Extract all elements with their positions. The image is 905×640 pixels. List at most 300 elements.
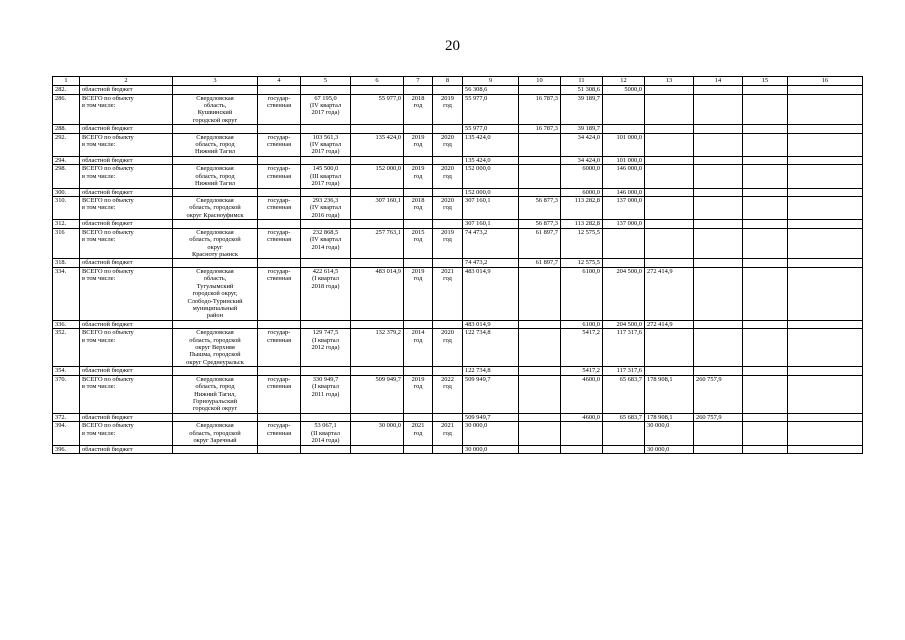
empty-cell <box>743 94 788 125</box>
funding-value: 509 949,7 <box>463 413 519 422</box>
object-total-row <box>53 329 863 367</box>
empty-cell <box>788 220 863 229</box>
empty-cell <box>258 413 301 422</box>
object-total-row <box>53 228 863 259</box>
empty-cell <box>173 259 258 268</box>
regional-budget-row <box>53 125 863 134</box>
funding-value <box>645 94 694 125</box>
funding-value <box>645 125 694 134</box>
empty-cell <box>433 220 463 229</box>
funding-value <box>694 197 743 220</box>
empty-cell <box>351 413 404 422</box>
row-number: 318. <box>53 259 80 268</box>
empty-cell <box>404 320 433 329</box>
empty-cell <box>433 413 463 422</box>
empty-cell <box>301 188 351 197</box>
object-total-row <box>53 197 863 220</box>
funding-value <box>694 94 743 125</box>
empty-cell <box>743 86 788 95</box>
empty-cell <box>173 367 258 376</box>
column-number: 14 <box>694 77 743 86</box>
row-number: 298. <box>53 165 80 188</box>
funding-value: 39 189,7 <box>561 94 603 125</box>
funding-value: 30 000,0 <box>463 422 519 445</box>
estimated-cost: 152 000,0 <box>351 165 404 188</box>
funding-value <box>519 445 561 454</box>
row-label: областной бюджет <box>80 188 173 197</box>
empty-cell <box>788 267 863 320</box>
row-label: ВСЕГО по объекту в том числе: <box>80 94 173 125</box>
empty-cell <box>404 445 433 454</box>
object-total-row <box>53 94 863 125</box>
funding-value: 56 877,3 <box>519 197 561 220</box>
end-year: 2020 год <box>433 165 463 188</box>
funding-value <box>645 188 694 197</box>
row-number: 282. <box>53 86 80 95</box>
empty-cell <box>351 188 404 197</box>
ownership-form: государ- ственная <box>258 228 301 259</box>
row-number: 316 <box>53 228 80 259</box>
end-year: 2020 год <box>433 329 463 367</box>
empty-cell <box>743 267 788 320</box>
row-number: 288. <box>53 125 80 134</box>
empty-cell <box>743 165 788 188</box>
row-label: ВСЕГО по объекту в том числе: <box>80 165 173 188</box>
regional-budget-row <box>53 188 863 197</box>
empty-cell <box>743 375 788 413</box>
empty-cell <box>301 413 351 422</box>
empty-cell <box>433 86 463 95</box>
design-capacity: 293 236,3 (IV квартал 2016 года) <box>301 197 351 220</box>
start-year: 2019 год <box>404 267 433 320</box>
empty-cell <box>301 156 351 165</box>
funding-value: 65 683,7 <box>603 413 645 422</box>
empty-cell <box>788 422 863 445</box>
row-label: областной бюджет <box>80 445 173 454</box>
funding-value: 56 308,6 <box>463 86 519 95</box>
funding-value: 55 977,0 <box>463 125 519 134</box>
row-label: областной бюджет <box>80 220 173 229</box>
row-label: областной бюджет <box>80 259 173 268</box>
row-label: ВСЕГО по объекту в том числе: <box>80 133 173 156</box>
funding-value <box>694 267 743 320</box>
funding-value: 5000,0 <box>603 86 645 95</box>
object-location: Свердловская область, городской округ Красноуфимск <box>173 197 258 220</box>
funding-value <box>519 422 561 445</box>
empty-cell <box>173 156 258 165</box>
empty-cell <box>788 94 863 125</box>
empty-cell <box>404 125 433 134</box>
funding-value <box>694 133 743 156</box>
funding-value: 5417,2 <box>561 367 603 376</box>
funding-value: 122 734,8 <box>463 329 519 367</box>
object-location: Свердловская область, Кушвинский городской округ <box>173 94 258 125</box>
empty-cell <box>743 259 788 268</box>
end-year: 2021 год <box>433 422 463 445</box>
column-number: 5 <box>301 77 351 86</box>
empty-cell <box>788 197 863 220</box>
funding-value <box>694 86 743 95</box>
row-label: областной бюджет <box>80 320 173 329</box>
funding-value <box>603 125 645 134</box>
start-year: 2019 год <box>404 375 433 413</box>
empty-cell <box>258 259 301 268</box>
row-number: 354. <box>53 367 80 376</box>
funding-value <box>694 329 743 367</box>
funding-value: 34 424,0 <box>561 133 603 156</box>
empty-cell <box>351 259 404 268</box>
funding-value: 113 282,8 <box>561 220 603 229</box>
empty-cell <box>258 125 301 134</box>
funding-value <box>694 156 743 165</box>
design-capacity: 67 195,0 (IV квартал 2017 года) <box>301 94 351 125</box>
column-number: 15 <box>743 77 788 86</box>
empty-cell <box>173 320 258 329</box>
row-number: 370. <box>53 375 80 413</box>
row-label: областной бюджет <box>80 367 173 376</box>
column-number: 7 <box>404 77 433 86</box>
empty-cell <box>173 413 258 422</box>
start-year: 2021 год <box>404 422 433 445</box>
funding-value <box>603 422 645 445</box>
ownership-form: государ- ственная <box>258 422 301 445</box>
empty-cell <box>351 220 404 229</box>
start-year: 2019 год <box>404 133 433 156</box>
empty-cell <box>788 228 863 259</box>
empty-cell <box>788 413 863 422</box>
design-capacity: 145 500,0 (III квартал 2017 года) <box>301 165 351 188</box>
empty-cell <box>301 445 351 454</box>
funding-value: 152 000,0 <box>463 165 519 188</box>
empty-cell <box>433 445 463 454</box>
funding-value: 135 424,0 <box>463 133 519 156</box>
funding-value <box>694 445 743 454</box>
empty-cell <box>743 220 788 229</box>
object-location: Свердловская область, Тугулымский городской округ, Слободо-Туринский муниципальный район <box>173 267 258 320</box>
end-year: 2019 год <box>433 94 463 125</box>
empty-cell <box>173 125 258 134</box>
empty-cell <box>258 320 301 329</box>
column-number-row <box>53 77 863 86</box>
funding-value <box>519 375 561 413</box>
funding-value: 74 473,2 <box>463 259 519 268</box>
regional-budget-row <box>53 259 863 268</box>
empty-cell <box>173 445 258 454</box>
row-number: 352. <box>53 329 80 367</box>
object-location: Свердловская область, городской округ Верхняя Пышма, городской округ Среднеуральск <box>173 329 258 367</box>
empty-cell <box>433 156 463 165</box>
ownership-form: государ- ственная <box>258 197 301 220</box>
funding-value: 260 757,9 <box>694 375 743 413</box>
empty-cell <box>433 188 463 197</box>
object-location: Свердловская область, городской округ Красноту рьинск <box>173 228 258 259</box>
budget-table <box>52 76 863 454</box>
row-number: 294. <box>53 156 80 165</box>
column-number: 10 <box>519 77 561 86</box>
funding-value <box>694 228 743 259</box>
empty-cell <box>258 445 301 454</box>
empty-cell <box>258 156 301 165</box>
funding-value: 272 414,9 <box>645 267 694 320</box>
funding-value <box>645 259 694 268</box>
funding-value <box>519 188 561 197</box>
funding-value: 204 500,0 <box>603 267 645 320</box>
column-number: 3 <box>173 77 258 86</box>
row-label: областной бюджет <box>80 156 173 165</box>
funding-value: 12 575,5 <box>561 259 603 268</box>
funding-value: 55 977,0 <box>463 94 519 125</box>
row-number: 286. <box>53 94 80 125</box>
funding-value <box>694 188 743 197</box>
column-number: 1 <box>53 77 80 86</box>
estimated-cost: 509 949,7 <box>351 375 404 413</box>
funding-value: 101 000,0 <box>603 156 645 165</box>
empty-cell <box>258 188 301 197</box>
empty-cell <box>301 367 351 376</box>
object-total-row <box>53 422 863 445</box>
ownership-form: государ- ственная <box>258 329 301 367</box>
empty-cell <box>743 413 788 422</box>
page-number: 20 <box>445 38 460 54</box>
empty-cell <box>788 329 863 367</box>
empty-cell <box>301 125 351 134</box>
regional-budget-row <box>53 320 863 329</box>
object-location: Свердловская область, город Нижний Тагил, Горноуральский городской округ <box>173 375 258 413</box>
row-number: 300. <box>53 188 80 197</box>
empty-cell <box>788 86 863 95</box>
row-label: ВСЕГО по объекту в том числе: <box>80 422 173 445</box>
empty-cell <box>743 197 788 220</box>
empty-cell <box>743 422 788 445</box>
funding-value: 101 000,0 <box>603 133 645 156</box>
funding-value: 16 787,3 <box>519 94 561 125</box>
empty-cell <box>404 156 433 165</box>
empty-cell <box>788 165 863 188</box>
funding-value: 483 014,9 <box>463 320 519 329</box>
estimated-cost: 55 977,0 <box>351 94 404 125</box>
column-number: 9 <box>463 77 519 86</box>
funding-value: 51 308,6 <box>561 86 603 95</box>
funding-value: 6000,0 <box>561 188 603 197</box>
column-number: 4 <box>258 77 301 86</box>
funding-value <box>561 445 603 454</box>
row-label: областной бюджет <box>80 413 173 422</box>
empty-cell <box>433 320 463 329</box>
regional-budget-row <box>53 367 863 376</box>
funding-value: 137 000,0 <box>603 220 645 229</box>
empty-cell <box>788 125 863 134</box>
ownership-form: государ- ственная <box>258 267 301 320</box>
empty-cell <box>743 188 788 197</box>
funding-value: 56 877,3 <box>519 220 561 229</box>
row-number: 394. <box>53 422 80 445</box>
empty-cell <box>301 320 351 329</box>
empty-cell <box>433 367 463 376</box>
funding-value: 6100,0 <box>561 267 603 320</box>
funding-value <box>694 165 743 188</box>
empty-cell <box>788 133 863 156</box>
funding-value <box>694 320 743 329</box>
row-label: ВСЕГО по объекту в том числе: <box>80 267 173 320</box>
empty-cell <box>743 125 788 134</box>
funding-value <box>645 197 694 220</box>
funding-value <box>645 228 694 259</box>
funding-value <box>645 367 694 376</box>
empty-cell <box>301 220 351 229</box>
row-label: областной бюджет <box>80 125 173 134</box>
column-number: 11 <box>561 77 603 86</box>
empty-cell <box>433 125 463 134</box>
column-number: 13 <box>645 77 694 86</box>
funding-value: 117 317,6 <box>603 367 645 376</box>
funding-value: 307 160,1 <box>463 220 519 229</box>
regional-budget-row <box>53 86 863 95</box>
design-capacity: 422 614,5 (I квартал 2018 года) <box>301 267 351 320</box>
funding-value <box>519 156 561 165</box>
empty-cell <box>743 367 788 376</box>
funding-value: 146 000,0 <box>603 188 645 197</box>
funding-value: 34 424,0 <box>561 156 603 165</box>
column-number: 6 <box>351 77 404 86</box>
empty-cell <box>351 156 404 165</box>
column-number: 2 <box>80 77 173 86</box>
empty-cell <box>433 259 463 268</box>
funding-value <box>519 329 561 367</box>
empty-cell <box>351 445 404 454</box>
object-total-row <box>53 133 863 156</box>
funding-value: 178 908,1 <box>645 375 694 413</box>
funding-value <box>694 125 743 134</box>
empty-cell <box>788 320 863 329</box>
funding-value: 30 000,0 <box>645 445 694 454</box>
funding-value: 135 424,0 <box>463 156 519 165</box>
empty-cell <box>788 367 863 376</box>
funding-value <box>519 413 561 422</box>
funding-value <box>645 165 694 188</box>
funding-value: 509 949,7 <box>463 375 519 413</box>
funding-value <box>645 86 694 95</box>
empty-cell <box>301 86 351 95</box>
ownership-form: государ- ственная <box>258 133 301 156</box>
empty-cell <box>788 375 863 413</box>
row-label: областной бюджет <box>80 86 173 95</box>
row-number: 334. <box>53 267 80 320</box>
regional-budget-row <box>53 156 863 165</box>
funding-value: 39 189,7 <box>561 125 603 134</box>
start-year: 2015 год <box>404 228 433 259</box>
empty-cell <box>258 367 301 376</box>
empty-cell <box>404 413 433 422</box>
funding-value <box>519 133 561 156</box>
funding-value <box>694 422 743 445</box>
row-number: 310. <box>53 197 80 220</box>
regional-budget-row <box>53 220 863 229</box>
estimated-cost: 483 014,9 <box>351 267 404 320</box>
table-body <box>53 77 863 454</box>
row-label: ВСЕГО по объекту в том числе: <box>80 228 173 259</box>
row-number: 396. <box>53 445 80 454</box>
estimated-cost: 132 379,2 <box>351 329 404 367</box>
end-year: 2019 год <box>433 228 463 259</box>
funding-value <box>519 165 561 188</box>
row-label: ВСЕГО по объекту в том числе: <box>80 329 173 367</box>
empty-cell <box>788 259 863 268</box>
empty-cell <box>788 188 863 197</box>
object-total-row <box>53 375 863 413</box>
funding-value: 74 473,2 <box>463 228 519 259</box>
funding-value <box>519 320 561 329</box>
start-year: 2018 год <box>404 197 433 220</box>
funding-value: 204 500,0 <box>603 320 645 329</box>
funding-value <box>645 156 694 165</box>
empty-cell <box>404 188 433 197</box>
funding-value <box>561 422 603 445</box>
ownership-form: государ- ственная <box>258 94 301 125</box>
empty-cell <box>173 86 258 95</box>
funding-value <box>694 220 743 229</box>
empty-cell <box>404 367 433 376</box>
funding-value <box>694 367 743 376</box>
empty-cell <box>404 86 433 95</box>
end-year: 2020 год <box>433 197 463 220</box>
funding-value <box>645 329 694 367</box>
funding-value: 152 000,0 <box>463 188 519 197</box>
row-label: ВСЕГО по объекту в том числе: <box>80 375 173 413</box>
funding-value: 6100,0 <box>561 320 603 329</box>
funding-value: 30 000,0 <box>645 422 694 445</box>
empty-cell <box>173 188 258 197</box>
empty-cell <box>743 320 788 329</box>
estimated-cost: 257 763,1 <box>351 228 404 259</box>
empty-cell <box>743 329 788 367</box>
regional-budget-row <box>53 445 863 454</box>
funding-value: 483 014,9 <box>463 267 519 320</box>
design-capacity: 232 868,5 (IV квартал 2014 года) <box>301 228 351 259</box>
funding-value <box>603 228 645 259</box>
empty-cell <box>404 259 433 268</box>
funding-value <box>519 367 561 376</box>
funding-value: 137 000,0 <box>603 197 645 220</box>
empty-cell <box>788 156 863 165</box>
empty-cell <box>258 86 301 95</box>
row-number: 292. <box>53 133 80 156</box>
empty-cell <box>743 156 788 165</box>
funding-value: 122 734,8 <box>463 367 519 376</box>
funding-value: 61 897,7 <box>519 259 561 268</box>
empty-cell <box>788 445 863 454</box>
regional-budget-row <box>53 413 863 422</box>
object-location: Свердловская область, город Нижний Тагил <box>173 165 258 188</box>
funding-value: 6000,0 <box>561 165 603 188</box>
empty-cell <box>351 125 404 134</box>
design-capacity: 330 949,7 (I квартал 2011 года) <box>301 375 351 413</box>
funding-value <box>694 259 743 268</box>
design-capacity: 103 561,3 (IV квартал 2017 года) <box>301 133 351 156</box>
funding-value: 5417,2 <box>561 329 603 367</box>
funding-value: 4600,0 <box>561 413 603 422</box>
funding-value: 260 757,9 <box>694 413 743 422</box>
funding-value: 16 787,3 <box>519 125 561 134</box>
ownership-form: государ- ственная <box>258 165 301 188</box>
design-capacity: 129 747,5 (I квартал 2012 года) <box>301 329 351 367</box>
funding-value: 4600,0 <box>561 375 603 413</box>
empty-cell <box>351 320 404 329</box>
funding-value <box>603 259 645 268</box>
funding-value: 30 000,0 <box>463 445 519 454</box>
empty-cell <box>404 220 433 229</box>
funding-value: 146 000,0 <box>603 165 645 188</box>
row-number: 336. <box>53 320 80 329</box>
